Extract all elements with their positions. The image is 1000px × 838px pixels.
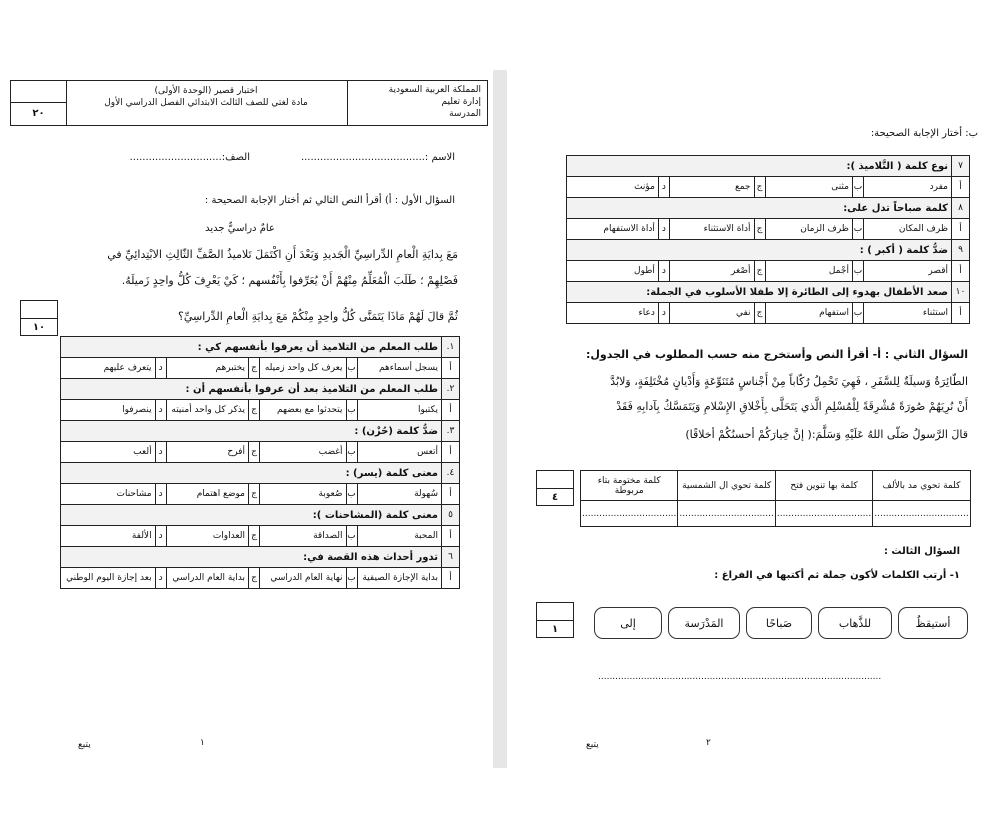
q5-option-d[interactable]: الألفة [61, 526, 156, 547]
word-card[interactable]: المَدْرَسة [668, 607, 740, 639]
question-table-2 [566, 155, 970, 324]
option-letter: أ [952, 303, 970, 324]
q2-passage-line-1: الطّائِرَةُ وَسيلَةٌ لِلسَّفَرِ ، فَهِيَ تَحْمِلُ رُكّاباً مِنْ أَجْناسٍ مُتَنَوِّعَةٍ وَأَدْيانٍ مُخْتَلِفَةٍ، وَلابُدَّ [610, 375, 968, 388]
word-card[interactable]: إلى [594, 607, 662, 639]
exam-page-1 [0, 70, 492, 768]
option-letter: ج [754, 177, 765, 198]
q5-option-b[interactable]: الصداقة [259, 526, 346, 547]
q9-option-d[interactable]: أطول [567, 261, 659, 282]
option-letter: د [155, 526, 166, 547]
student-class-field[interactable]: الصف:............................. [129, 152, 250, 163]
q7-option-d[interactable]: مؤنث [567, 177, 659, 198]
option-letter: ب [852, 303, 863, 324]
q10-option-c[interactable]: نفي [669, 303, 754, 324]
student-name-field[interactable]: الاسم :....................................... [300, 152, 455, 163]
option-letter: ب [346, 358, 357, 379]
q1-option-d[interactable]: يتعرف عليهم [61, 358, 156, 379]
q6-number: ٦ [442, 547, 460, 568]
passage-line-2: فَصْلِهِمْ ؛ طَلَبَ الْمُعَلِّمُ مِنْهُمْ أَنْ يُعَرِّفوا بِأَنْفُسهم ؛ كَيْ يَعْرِفَ كُلُّ واحِدٍ زَميلَهُ. [121, 274, 458, 287]
page-gutter [493, 70, 507, 768]
option-letter: ب [852, 261, 863, 282]
option-letter: ب [346, 568, 357, 589]
admin-label: إدارة تعليم [441, 97, 481, 107]
option-letter: د [658, 219, 669, 240]
col-header-shamsiya: كلمة تحوي ال الشمسية [678, 471, 775, 501]
option-letter: ج [248, 400, 259, 421]
q5-stem: معنى كلمة (المشاحنات ): [61, 505, 442, 526]
option-letter: ج [754, 261, 765, 282]
answer-cell-tanween-fath[interactable]: ................................. [775, 501, 872, 527]
answer-cell-taa-marbuta[interactable]: ................................. [581, 501, 678, 527]
q7-option-b[interactable]: مثنى [765, 177, 852, 198]
option-letter: د [155, 484, 166, 505]
option-letter: ب [852, 219, 863, 240]
option-letter: ج [248, 568, 259, 589]
extraction-table [580, 470, 971, 527]
col-header-alif-madd: كلمة تحوي مد بالألف [873, 471, 970, 501]
answer-line[interactable]: ................................................................................................... [598, 672, 882, 682]
section3-score: ١ [551, 624, 559, 635]
q4-option-c[interactable]: موضع اهتمام [166, 484, 248, 505]
question3-title: السؤال الثالث : [883, 546, 960, 557]
option-letter: أ [952, 219, 970, 240]
option-letter: د [658, 261, 669, 282]
total-score: ٢٠ [32, 108, 45, 119]
q2-passage-line-2: أَنْ نُرِيَهُمْ صُورَةً مُشْرِقَةً لِلْمُسْلِمِ الَّذي يَتَحَلَّى بِأَخْلاقِ الإِسْلامِ وَيَتَمَسَّكُ بِآدابِهِ فَقَدْ [616, 400, 968, 413]
passage-title: عامٌ دراسيٌّ جديد [205, 223, 275, 234]
word-card[interactable]: صَباحًا [746, 607, 812, 639]
q9-option-a[interactable]: أقصر [863, 261, 951, 282]
col-header-tanween-fath: كلمة بها تنوين فتح [775, 471, 872, 501]
section-score: ١٠ [32, 322, 46, 333]
total-score-box [11, 81, 67, 125]
q5-option-a[interactable]: المحبة [357, 526, 441, 547]
q7-stem: نوع كلمة ( التَّلاميذ ): [567, 156, 952, 177]
q3-option-a[interactable]: أتعس [357, 442, 441, 463]
q2-option-b[interactable]: يتحدثوا مع بعضهم [259, 400, 346, 421]
q1-option-b[interactable]: يعرف كل واحد زميله [259, 358, 346, 379]
section2-score-box [536, 470, 574, 506]
q2-option-c[interactable]: يذكر كل واحد أمنيته [166, 400, 248, 421]
question3-subtitle: ١- أرتب الكلمات لأكون جملة ثم أكتبها في الفراغ : [714, 570, 960, 581]
q10-number: ١٠ [952, 282, 970, 303]
q9-number: ٩ [952, 240, 970, 261]
q8-option-a[interactable]: ظرف المكان [863, 219, 951, 240]
col-header-taa-marbuta: كلمة مختومة بتاء مربوطة [581, 471, 678, 501]
option-letter: ج [248, 358, 259, 379]
q4-option-b[interactable]: صُعوبة [259, 484, 346, 505]
q9-option-b[interactable]: أجْمل [765, 261, 852, 282]
page1-header [10, 80, 488, 126]
q4-option-a[interactable]: سُهولة [357, 484, 441, 505]
q9-option-c[interactable]: أصْغر [669, 261, 754, 282]
q3-option-b[interactable]: أغضب [259, 442, 346, 463]
q3-stem: ضدُّ كلمة (حُزْن) : [61, 421, 442, 442]
question-table-1 [60, 336, 460, 589]
section3-score-box [536, 602, 574, 638]
page2-number: ٢ [706, 738, 711, 748]
option-letter: أ [442, 568, 460, 589]
option-letter: أ [442, 484, 460, 505]
q1-stem: طلب المعلم من التلاميذ أن يعرفوا بأنفسهم كي : [61, 337, 442, 358]
q5-option-c[interactable]: العداوات [166, 526, 248, 547]
option-letter: د [155, 442, 166, 463]
q7-option-a[interactable]: مفرد [863, 177, 951, 198]
passage-line-1: مَعَ بِدايَةِ الْعامِ الدِّراسِيِّ الْجَديدِ وَبَعْدَ أَنِ اكْتَمَلَ تَلاميذُ الصَّفِّ الثّالِثِ الابْتِدائِيِّ في [107, 248, 458, 261]
page2-next-label: يتبع [586, 740, 599, 750]
option-letter: ج [248, 526, 259, 547]
option-letter: ب [346, 442, 357, 463]
q6-option-d[interactable]: بعد إجازة اليوم الوطني [61, 568, 156, 589]
option-letter: د [658, 303, 669, 324]
option-letter: أ [442, 442, 460, 463]
option-letter: ب [346, 400, 357, 421]
section2-score: ٤ [551, 492, 559, 503]
q3-option-c[interactable]: أفرح [166, 442, 248, 463]
option-letter: ج [248, 442, 259, 463]
q1-number: ١. [442, 337, 460, 358]
option-letter: ب [346, 484, 357, 505]
q6-option-b[interactable]: نهاية العام الدراسي [259, 568, 346, 589]
option-letter: د [155, 568, 166, 589]
kingdom-label: المملكة العربية السعودية [388, 85, 481, 95]
q5-number: ٥ [442, 505, 460, 526]
q10-stem: صعد الأطفال بهدوء إلى الطائرة إلا طفلا الأسلوب في الجملة: [567, 282, 952, 303]
section-b-title: ب: أختار الإجابة الصحيحة: [870, 128, 978, 139]
q1-option-c[interactable]: يختبرهم [166, 358, 248, 379]
answer-cell-alif-madd[interactable]: ................................. [873, 501, 970, 527]
q3-number: ٣. [442, 421, 460, 442]
word-card[interactable]: للذَّهاب [818, 607, 892, 639]
page1-number: ١ [200, 738, 205, 748]
page1-next-label: يتبع [78, 740, 91, 750]
section-score-box [20, 300, 58, 336]
answer-cell-shamsiya[interactable]: ................................. [678, 501, 775, 527]
q4-option-d[interactable]: مشاحنات [61, 484, 156, 505]
q10-option-b[interactable]: استفهام [765, 303, 852, 324]
school-label: المدرسة [449, 109, 481, 119]
q2-option-a[interactable]: يكتبوا [357, 400, 441, 421]
exam-subject: مادة لغتي للصف الثالث الابتدائي الفصل الدراسي الأول [104, 98, 308, 108]
option-letter: أ [442, 526, 460, 547]
q3-option-d[interactable]: ألعب [61, 442, 156, 463]
option-letter: أ [442, 400, 460, 421]
option-letter: أ [442, 358, 460, 379]
exam-page-2 [508, 70, 1000, 768]
q8-option-d[interactable]: أداة الاستفهام [567, 219, 659, 240]
q8-number: ٨ [952, 198, 970, 219]
option-letter: د [155, 400, 166, 421]
q4-stem: معنى كلمة (يسر) : [61, 463, 442, 484]
q2-number: ٢. [442, 379, 460, 400]
option-letter: ج [754, 303, 765, 324]
q1-option-a[interactable]: يسجل أسماءهم [357, 358, 441, 379]
q6-stem: تدور أحداث هذه القصة في: [61, 547, 442, 568]
q8-option-c[interactable]: أداة الاستثناء [669, 219, 754, 240]
q7-option-c[interactable]: جمع [669, 177, 754, 198]
q7-number: ٧ [952, 156, 970, 177]
q8-stem: كلمة صباحاً تدل على: [567, 198, 952, 219]
q6-option-a[interactable]: بداية الإجازة الصيفية [357, 568, 441, 589]
q2-stem: طلب المعلم من التلاميذ بعد أن عرفوا بأنفسهم أن : [61, 379, 442, 400]
question2-title: السؤال الثاني : أ- أقرأ النص وأستخرج منه حسب المطلوب في الجدول: [585, 348, 968, 361]
word-card[interactable]: أستيقظُ [898, 607, 968, 639]
option-letter: أ [952, 261, 970, 282]
q2-passage-line-3: قالَ الرَّسولُ صَلّى اللهُ عَلَيْهِ وَسَلَّمَ:( إنَّ خِيارَكُمْ أحسنُكُمْ أخلاقًا) [685, 428, 968, 441]
option-letter: ج [754, 219, 765, 240]
option-letter: د [155, 358, 166, 379]
question1-title: السؤال الأول : أ) أقرأ النص التالي ثم أختار الإجابة الصحيحة : [204, 195, 455, 206]
q4-number: ٤. [442, 463, 460, 484]
q9-stem: ضدُّ كلمة ( أكبر ) : [567, 240, 952, 261]
q6-option-c[interactable]: بداية العام الدراسي [166, 568, 248, 589]
option-letter: ب [852, 177, 863, 198]
q2-option-d[interactable]: ينصرفوا [61, 400, 156, 421]
q10-option-a[interactable]: استثناء [863, 303, 951, 324]
option-letter: د [658, 177, 669, 198]
q10-option-d[interactable]: دعاء [567, 303, 659, 324]
exam-title: اختبار قصير (الوحدة الأولى) [154, 86, 258, 96]
option-letter: ب [346, 526, 357, 547]
q8-option-b[interactable]: ظرف الزمان [765, 219, 852, 240]
option-letter: أ [952, 177, 970, 198]
passage-line-3: ثُمَّ قالَ لَهُمْ مَاذَا يَتَمَنَّى كُلُّ واحِدٍ مِنْكُمْ مَعَ بِدايَةِ الْعامِ الدِّراسِيِّ؟ [178, 310, 458, 323]
option-letter: ج [248, 484, 259, 505]
